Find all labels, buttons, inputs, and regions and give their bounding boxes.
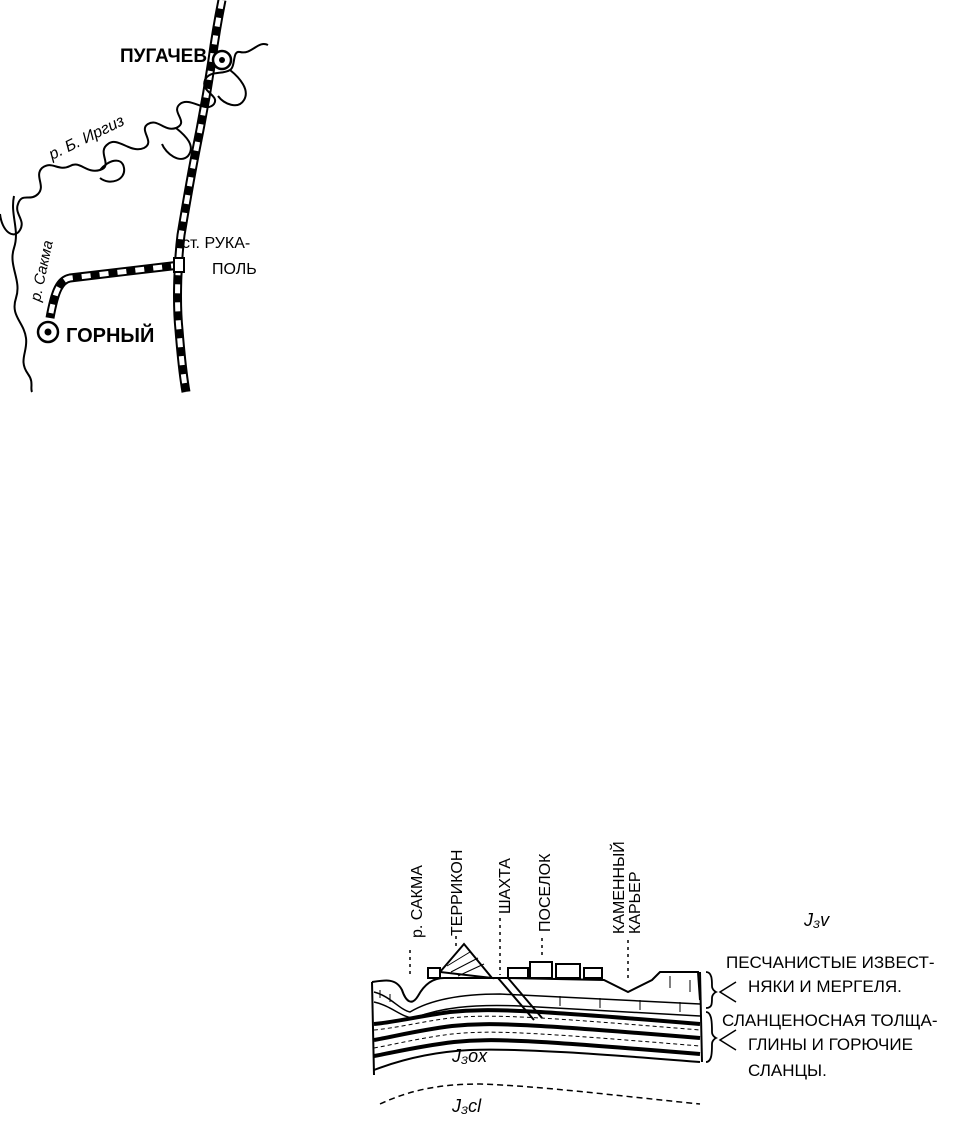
gorny-city-icon [38,322,58,342]
label-terrikon: ТЕРРИКОН [449,849,466,936]
pugachev-city-icon [213,51,231,69]
terrikon-shape [440,944,492,978]
label-section-river: р. САКМА [409,865,426,938]
branch-railway [50,265,180,318]
legend-braces [706,972,716,1062]
label-quarry-1: КАМЕННЫЙ [611,841,628,934]
geological-section [372,841,938,1116]
label-station-line1: ст. РУКА- [182,235,251,252]
label-river-sakma: р. Сакма [27,238,57,303]
legend-upper-line1: ПЕСЧАНИСТЫЕ ИЗВЕСТ- [726,953,935,972]
location-map [0,0,268,392]
river-irgiz [0,44,268,234]
legend-upper-line2: НЯКИ И МЕРГЕЛЯ. [748,977,902,996]
legend-lower-line3: СЛАНЦЫ. [748,1061,827,1080]
label-station-line2: ПОЛЬ [212,261,257,278]
strata-layers [372,972,702,1104]
label-pugachev: ПУГАЧЕВ [120,46,208,67]
station-marker [174,258,184,272]
label-river-irgiz: р. Б. Иргиз [46,112,128,164]
label-stratum-cl: J₃cl [452,1096,482,1116]
label-settlement: ПОСЕЛОК [537,853,554,932]
label-stratum-ox: J₃ox [452,1046,488,1066]
label-gorny: ГОРНЫЙ [66,325,155,347]
legend-lower-line1: СЛАНЦЕНОСНАЯ ТОЛЩА- [722,1011,938,1030]
legend-lower-line2: ГЛИНЫ И ГОРЮЧИЕ [748,1035,913,1054]
label-shaft: ШАХТА [497,858,514,914]
label-quarry-2: КАРЬЕР [627,871,644,934]
legend-index-upper: J₃v [804,910,830,930]
